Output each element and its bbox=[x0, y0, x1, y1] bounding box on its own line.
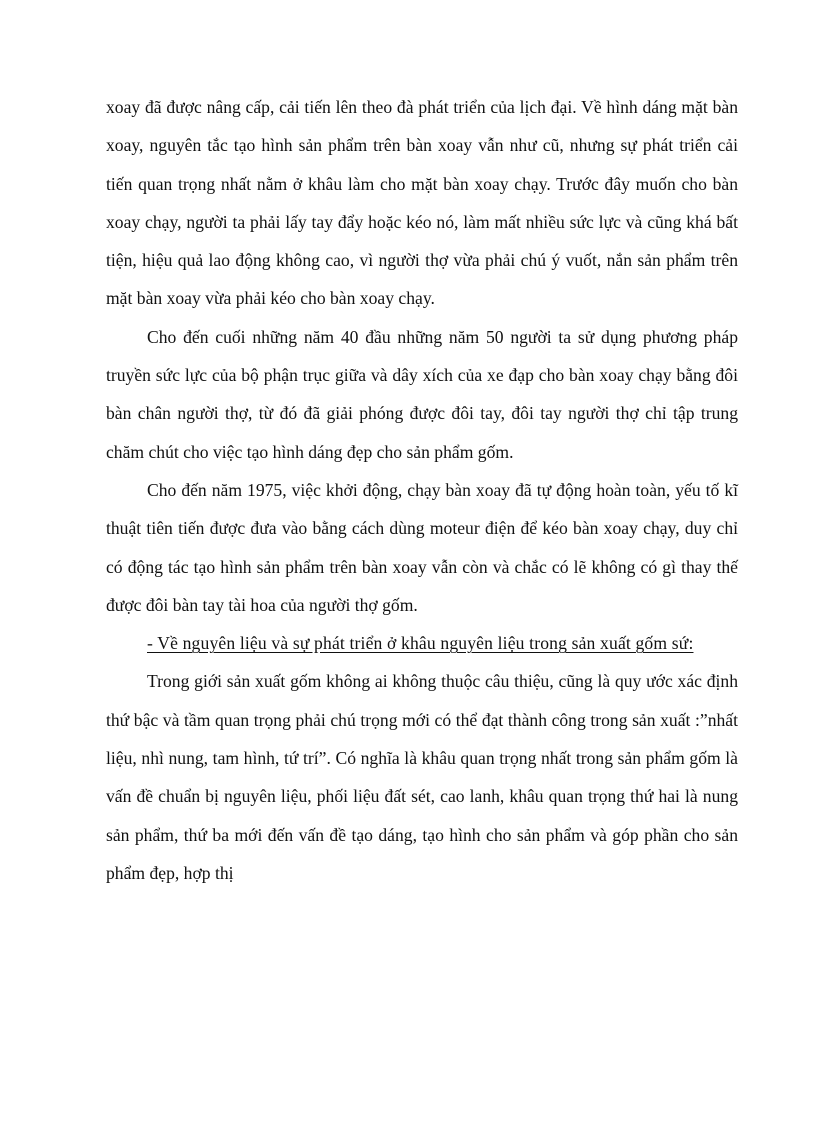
paragraph-pottery-wheel-upgrade: xoay đã được nâng cấp, cải tiến lên theo đà phát triển của lịch đại. Về hình dáng mặt bàn xoay, nguyên tắc tạo hình sản phẩm trên bàn xoay vẫn như cũ, nhưng sự phát triển cải tiến quan trọng nhất nằm ở khâu làm cho mặt bàn xoay chạy. Trước đây muốn cho bàn xoay chạy, người ta phải lấy tay đẩy hoặc kéo nó, làm mất nhiều sức lực và cũng khá bất tiện, hiệu quả lao động không cao, vì người thợ vừa phải chú ý vuốt, nắn sản phẩm trên mặt bàn xoay vừa phải kéo cho bàn xoay chạy. bbox=[106, 97, 738, 309]
document-page bbox=[106, 88, 738, 892]
paragraph-electric-motor: Cho đến năm 1975, việc khởi động, chạy bàn xoay đã tự động hoàn toàn, yếu tố kĩ thuật tiên tiến được đưa vào bằng cách dùng moteur điện để kéo bàn xoay chạy, duy chỉ có động tác tạo hình sản phẩm trên bàn xoay vẫn còn và chắc có lẽ không có gì thay thế được đôi bàn tay tài hoa của người thợ gốm. bbox=[106, 479, 738, 615]
paragraph-material-importance: Trong giới sản xuất gốm không ai không thuộc câu thiệu, cũng là quy ước xác định thứ bậc và tầm quan trọng phải chú trọng mới có thể đạt thành công trong sản xuất :”nhất liệu, nhì nung, tam hình, tứ trí”. Có nghĩa là khâu quan trọng nhất trong sản phẩm gốm là vấn đề chuẩn bị nguyên liệu, phối liệu đất sét, cao lanh, khâu quan trọng thứ hai là nung sản phẩm, thứ ba mới đến vấn đề tạo dáng, tạo hình cho sản phẩm và góp phần cho sản phẩm đẹp, hợp thị bbox=[106, 671, 738, 883]
paragraph-bicycle-chain-method: Cho đến cuối những năm 40 đầu những năm 50 người ta sử dụng phương pháp truyền sức lực của bộ phận trục giữa và dây xích của xe đạp cho bàn xoay chạy bằng đôi bàn chân người thợ, từ đó đã giải phóng được đôi tay, đôi tay người thợ chỉ tập trung chăm chút cho việc tạo hình dáng đẹp cho sản phẩm gốm. bbox=[106, 326, 738, 462]
section-heading-materials: - Về nguyên liệu và sự phát triển ở khâu nguyên liệu trong sản xuất gốm sứ: bbox=[147, 633, 694, 654]
